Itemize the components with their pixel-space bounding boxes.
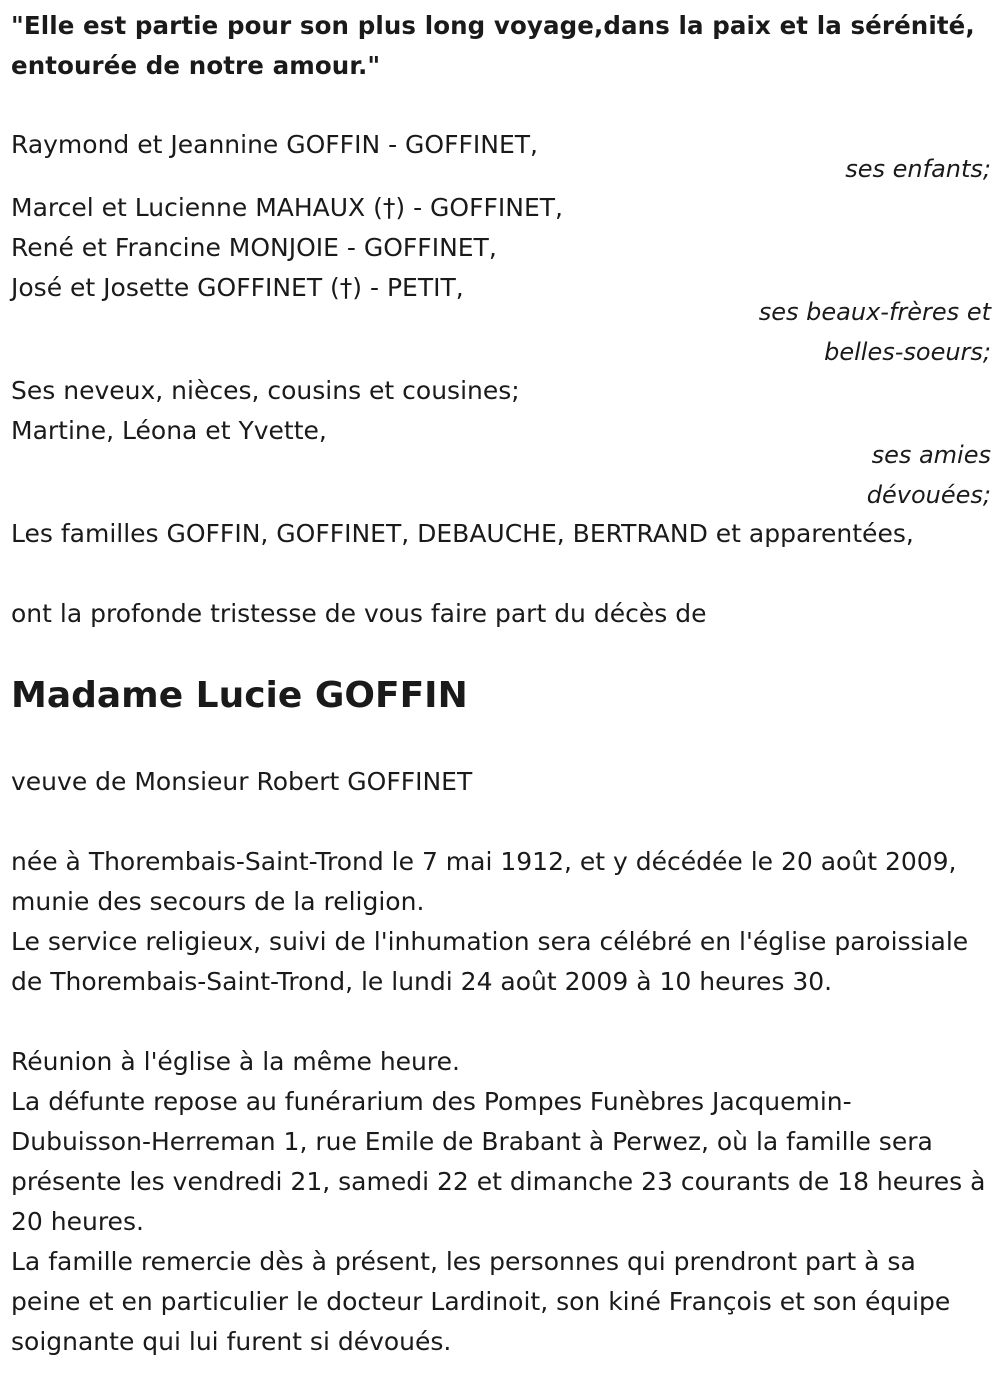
epigraph-quote: "Elle est partie pour son plus long voyage,dans la paix et la sérénité, entourée de notre amour." — [11, 11, 975, 80]
announcement-line: ont la profonde tristesse de vous faire part du décès de — [11, 599, 707, 628]
in-laws-role-line-2: belles-soeurs; — [824, 338, 991, 366]
friends-role-line-2: dévouées; — [866, 481, 991, 509]
thanks-paragraph: La famille remercie dès à présent, les personnes qui prendront part à sa peine et en particulier le docteur Lardinoit, son kiné François et son équipe soignante qui lui furent si dévoués. — [11, 1247, 951, 1356]
service-paragraph: Le service religieux, suivi de l'inhumation sera célébré en l'église paroissiale de Thorembais-Saint-Trond, le lundi 24 août 2009 à 10 heures 30. — [11, 927, 969, 996]
funeral-home-paragraph: La défunte repose au funérarium des Pompes Funèbres Jacquemin-Dubuisson-Herreman 1, rue Emile de Brabant à Perwez, où la famille sera présente les vendredi 21, samedi 22 et dimanche 23 courants de 18 heures à 20 heures. — [11, 1087, 986, 1236]
deceased-name-heading: Madame Lucie GOFFIN — [11, 675, 468, 716]
friends-names: Martine, Léona et Yvette, — [11, 416, 327, 445]
birth-death-paragraph: née à Thorembais-Saint-Trond le 7 mai 1912, et y décédée le 20 août 2009, munie des secours de la religion. — [11, 847, 957, 916]
relatives-line: Ses neveux, nièces, cousins et cousines; — [11, 376, 520, 405]
in-law-line-2: René et Francine MONJOIE - GOFFINET, — [11, 233, 497, 262]
children-names: Raymond et Jeannine GOFFIN - GOFFINET, — [11, 130, 538, 159]
children-role: ses enfants; — [845, 155, 991, 183]
widow-of-line: veuve de Monsieur Robert GOFFINET — [11, 767, 473, 796]
in-law-line-1: Marcel et Lucienne MAHAUX (†) - GOFFINET, — [11, 193, 563, 222]
meeting-paragraph: Réunion à l'église à la même heure. — [11, 1047, 460, 1076]
friends-role-line-1: ses amies — [871, 441, 991, 469]
in-laws-role-line-1: ses beaux-frères et — [758, 298, 991, 326]
families-line: Les familles GOFFIN, GOFFINET, DEBAUCHE, BERTRAND et apparentées, — [11, 519, 914, 548]
in-law-line-3: José et Josette GOFFINET (†) - PETIT, — [11, 273, 464, 302]
